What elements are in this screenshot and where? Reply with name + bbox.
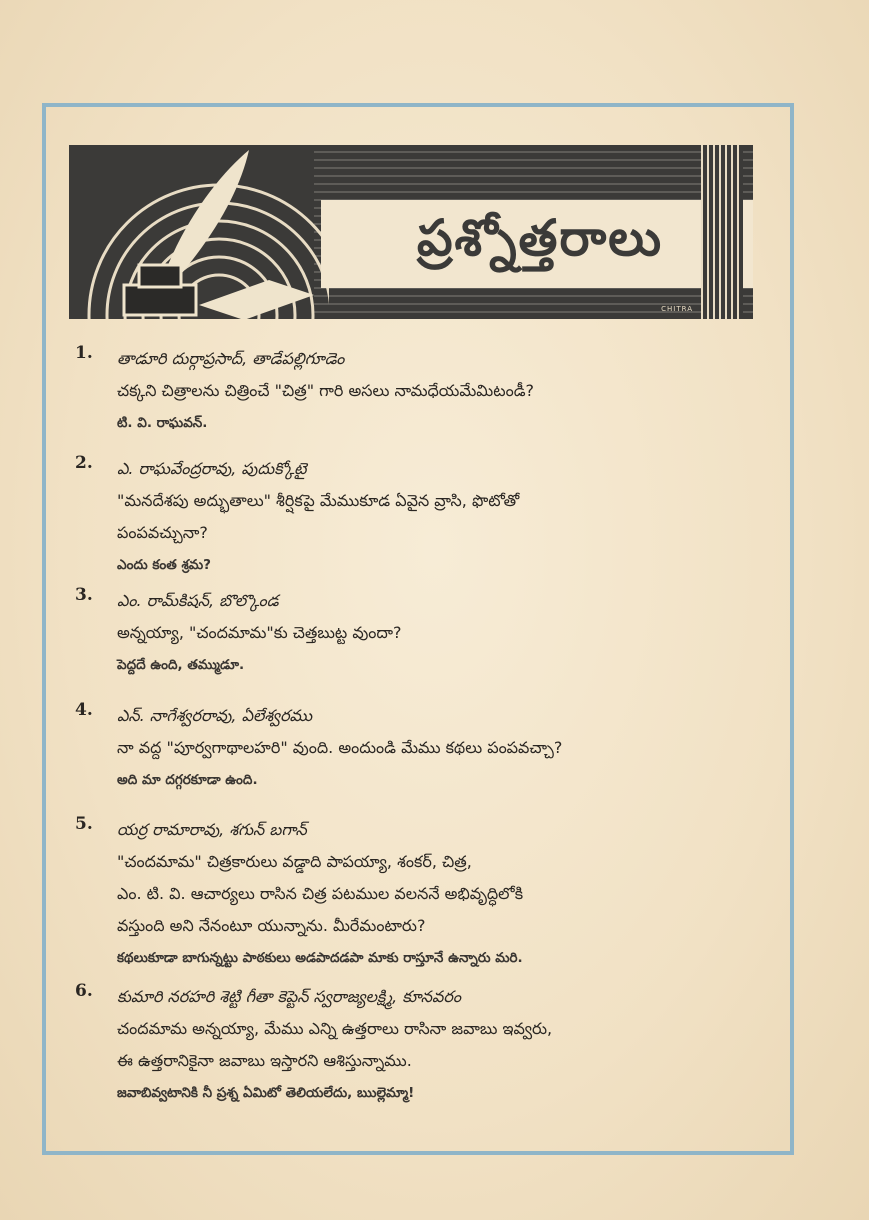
qa-item (75, 814, 523, 974)
qa-question-line: చక్కని చిత్రాలను చిత్రించే "చిత్ర" గారి అసలు నామధేయమేమిటండీ? (117, 381, 535, 400)
qa-item (75, 981, 552, 1109)
qa-answer-line: అది మా దగ్గరకూడా ఉంది. (117, 772, 258, 788)
qa-number: 2. (75, 453, 93, 473)
qa-number: 3. (75, 585, 93, 605)
page-title: ప్రశ్నోత్తరాలు (416, 208, 664, 267)
qa-asker: కుమారి నరహరి శెట్టి గీతా కెప్టెన్ స్వరాజ్యలక్ష్మి, కూనవరం (117, 987, 462, 1006)
qa-item (75, 343, 534, 439)
qa-asker: ఎన్. నాగేశ్వరరావు, ఏలేశ్వరము (117, 706, 313, 725)
qa-number: 5. (75, 814, 93, 834)
qa-asker: తాడూరి దుర్గాప్రసాద్, తాడేపల్లిగూడెం (117, 349, 345, 368)
qa-question-line: వస్తుంది అని నేనంటూ యున్నాను. మీరేమంటారు? (117, 916, 426, 935)
qa-question-line: పంపవచ్చునా? (117, 523, 208, 542)
ink-pot-quill-illustration (69, 145, 329, 319)
qa-asker: ఎ. రాఘవేంద్రరావు, పుదుక్కోటై (117, 459, 307, 478)
qa-number: 6. (75, 981, 93, 1001)
qa-question-line: అన్నయ్యా, "చందమామ"కు చెత్తబుట్ట వుందా? (117, 623, 402, 642)
qa-item (75, 453, 519, 581)
qa-answer-line: జవాబివ్వటానికి నీ ప్రశ్న ఏమిటో తెలియలేదు, ఋల్లెమ్మా! (117, 1085, 415, 1101)
qa-answer-line: కథలుకూడా బాగున్నట్టు పాఠకులు అడపాదడపా మాకు రాస్తూనే ఉన్నారు మరి. (117, 950, 523, 966)
banner-bars (701, 145, 743, 319)
title-box (321, 200, 753, 288)
qa-question-line: "మనదేశపు అద్భుతాలు" శీర్షికపై మేముకూడ ఏవైన వ్రాసి, ఫొటోతో (117, 491, 520, 510)
qa-number: 4. (75, 700, 93, 720)
qa-answer-line: టి. వి. రాఘవన్. (117, 415, 208, 431)
qa-question-line: ఈ ఉత్తరానికైనా జవాబు ఇస్తారని ఆశిస్తున్నాము. (117, 1051, 412, 1070)
qa-answer-line: ఎందు కంత శ్రమ? (117, 557, 211, 573)
qa-asker: ఎం. రామ్‌కిషన్, బొల్కొండ (117, 591, 279, 610)
qa-item (75, 585, 402, 681)
qa-item (75, 700, 562, 796)
qa-question-line: ఎం. టి. వి. ఆచార్యలు రాసిన చిత్ర పటముల వలననే అభివృద్ధిలోకి (117, 884, 524, 903)
artist-signature: CHITRA (661, 305, 693, 313)
header-banner (69, 145, 753, 319)
qa-asker: యర్ర రామారావు, శగున్ బగాన్ (117, 820, 307, 839)
qa-answer-line: పెద్దదే ఉంది, తమ్ముడూ. (117, 657, 245, 673)
qa-question-line: "చందమామ" చిత్రకారులు వడ్డాది పాపయ్యా, శంకర్, చిత్ర, (117, 852, 472, 871)
qa-question-line: చందమామ అన్నయ్యా, మేము ఎన్ని ఉత్తరాలు రాసినా జవాబు ఇవ్వరు, (117, 1019, 553, 1038)
qa-question-line: నా వద్ద "పూర్వగాథాలహరి" వుంది. అందుండి మేము కథలు పంపవచ్చా? (117, 738, 563, 757)
qa-number: 1. (75, 343, 93, 363)
